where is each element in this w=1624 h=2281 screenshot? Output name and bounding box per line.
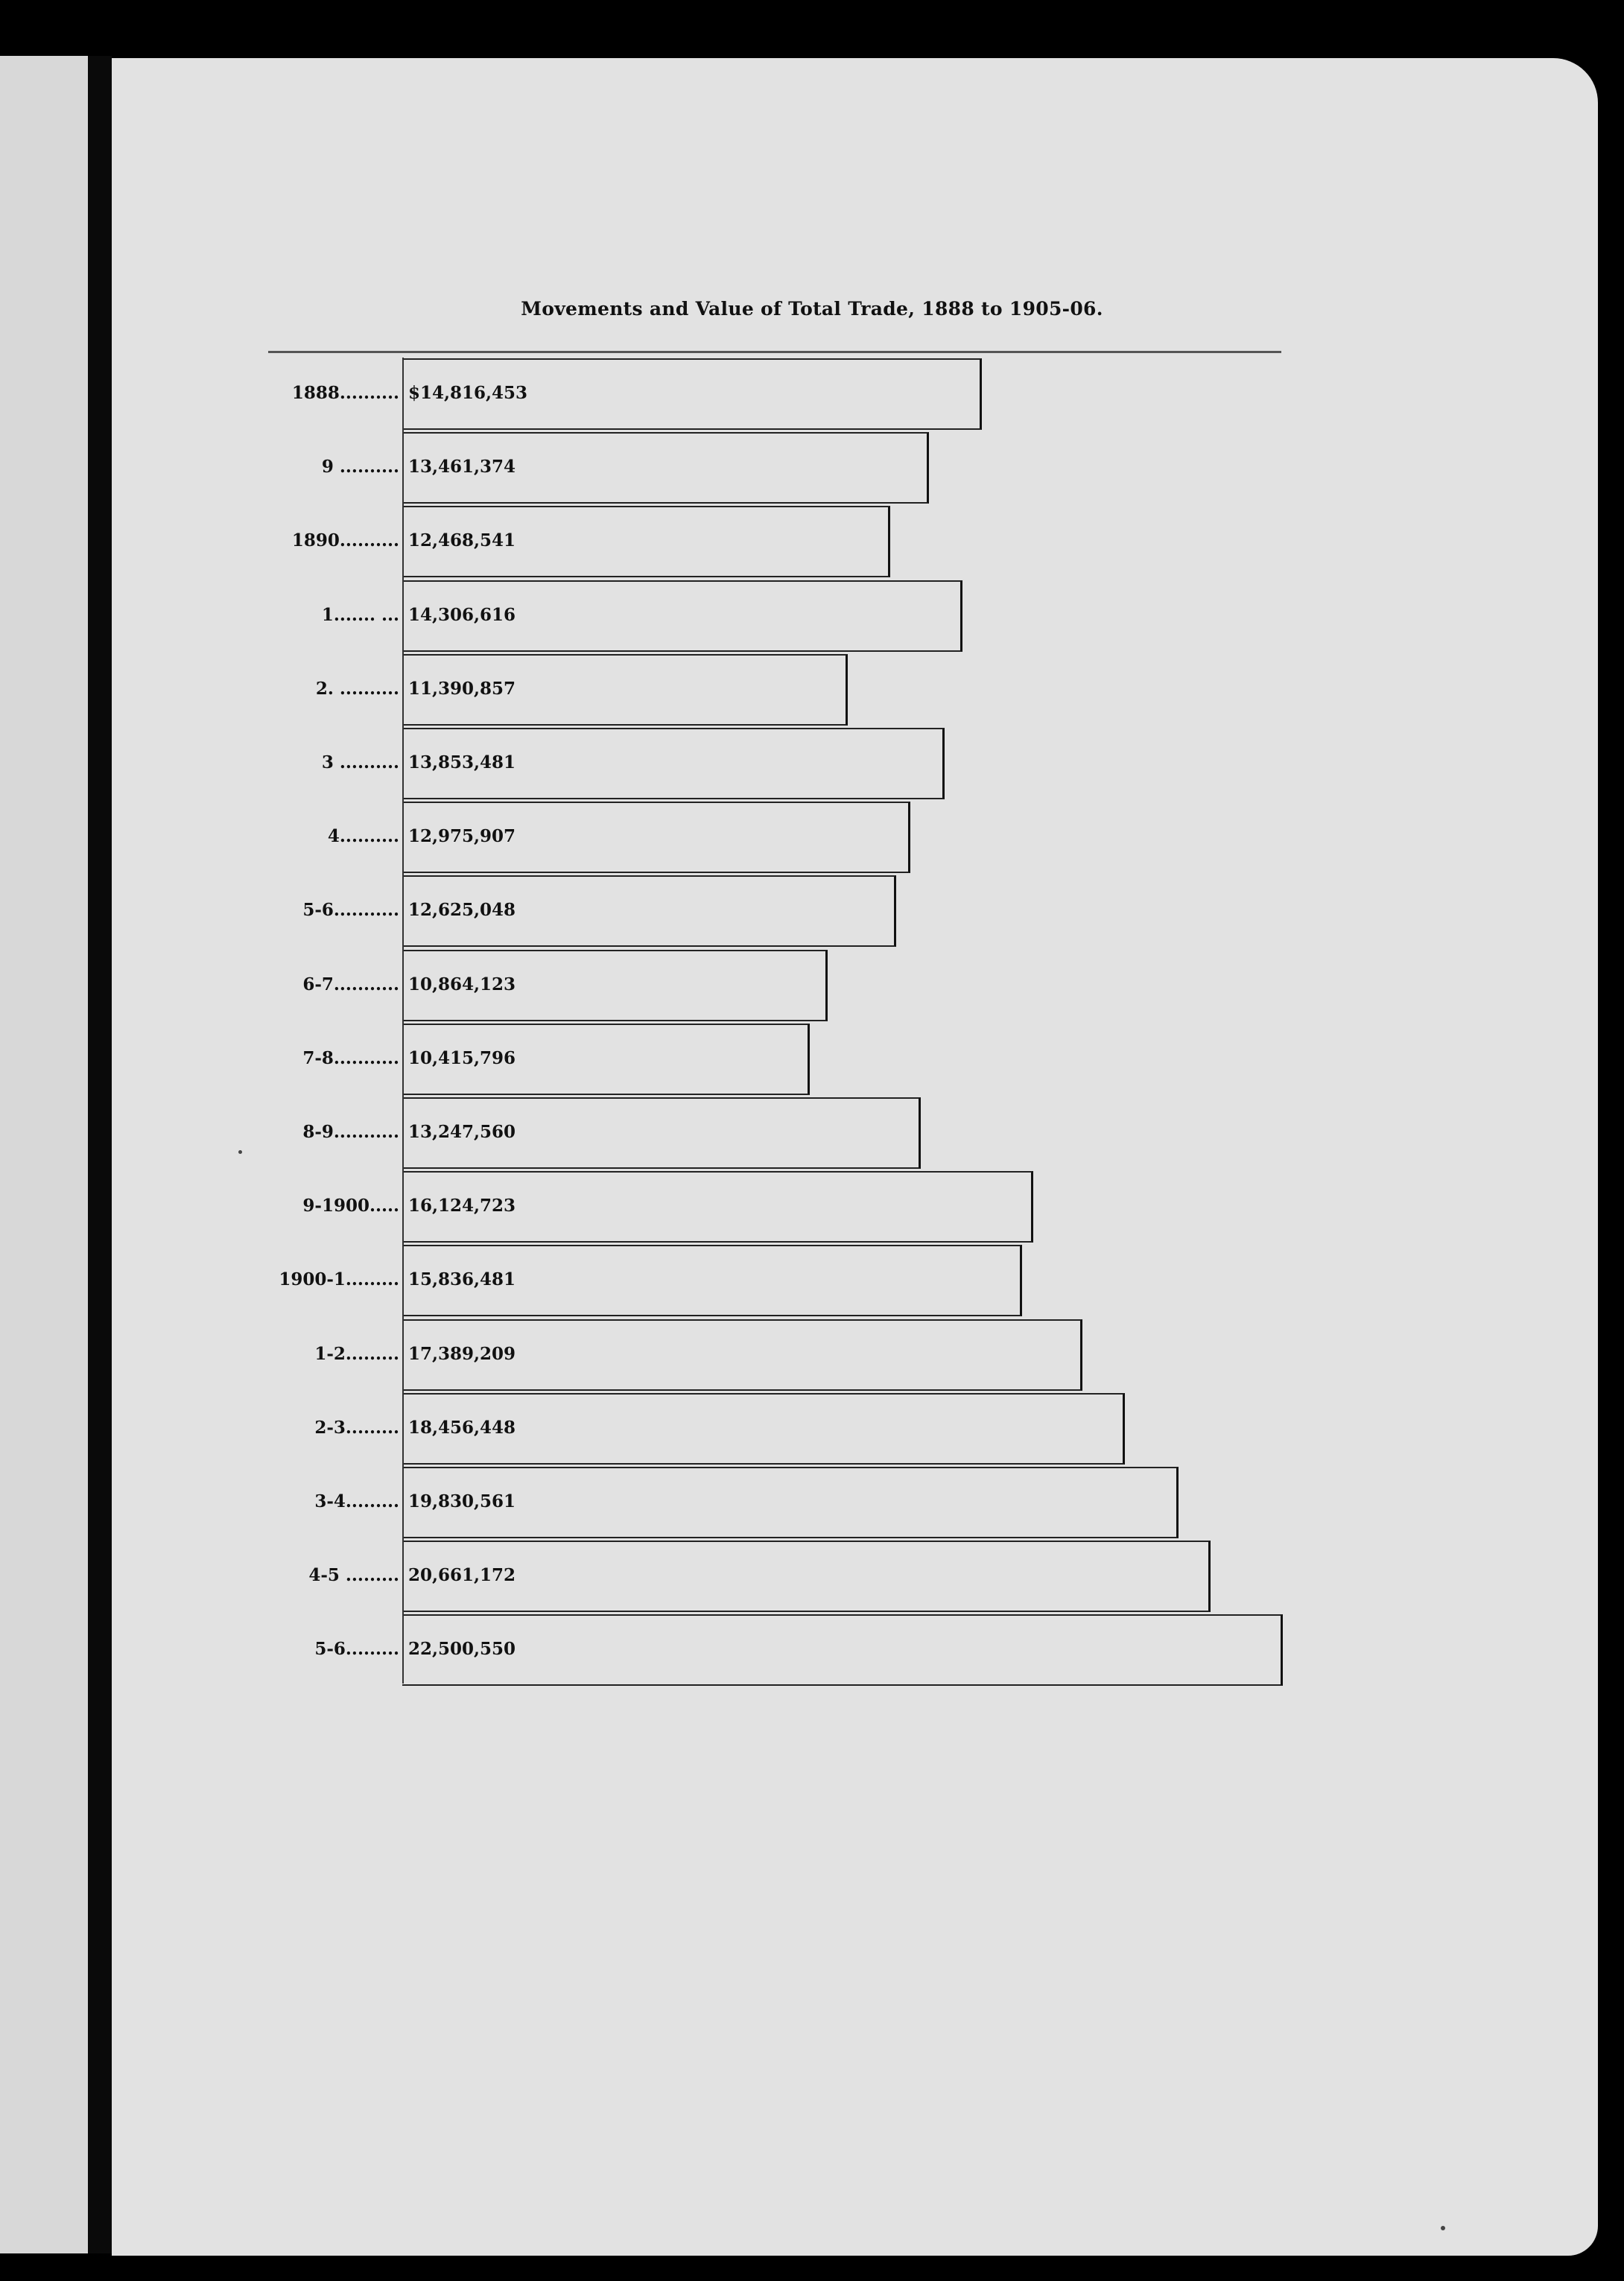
category-label: 1....... ... [321, 604, 399, 625]
chart-title: Movements and Value of Total Trade, 1888 to 1905-06. [521, 298, 1103, 320]
title-rule [268, 351, 1281, 353]
category-label: 1888.......... [291, 383, 399, 403]
value-label: 12,975,907 [408, 826, 516, 847]
category-label: 4.......... [327, 826, 399, 847]
category-label: 7-8........... [302, 1047, 399, 1068]
bar-17 [402, 1614, 1283, 1686]
value-label: 15,836,481 [408, 1269, 516, 1290]
category-label: 4-5 ......... [308, 1565, 399, 1586]
category-label: 8-9........... [302, 1122, 399, 1142]
category-label: 6-7........... [302, 974, 399, 994]
bar-15 [402, 1467, 1179, 1538]
category-label: 9 .......... [321, 457, 399, 478]
value-label: 16,124,723 [408, 1196, 516, 1216]
value-label: 10,415,796 [408, 1047, 516, 1068]
category-label: 3-4......... [314, 1491, 399, 1511]
category-label: 2. .......... [315, 678, 399, 699]
value-label: 13,247,560 [408, 1122, 516, 1142]
facing-page-edge [0, 56, 88, 2253]
category-label: 3 .......... [321, 752, 399, 773]
value-label: 13,853,481 [408, 752, 516, 773]
category-label: 2-3......... [314, 1417, 399, 1438]
value-label: 20,661,172 [408, 1565, 516, 1586]
scan-speck [238, 1150, 242, 1154]
value-label: 17,389,209 [408, 1343, 516, 1364]
category-label: 1-2......... [314, 1343, 399, 1364]
value-label: 11,390,857 [408, 678, 516, 699]
category-label: 1890.......... [291, 530, 399, 551]
value-label: 14,306,616 [408, 604, 516, 625]
bar-16 [402, 1541, 1211, 1612]
value-label: 19,830,561 [408, 1491, 516, 1511]
category-label: 5-6........... [302, 900, 399, 921]
scan-speck [1441, 2226, 1445, 2230]
category-label: 9-1900..... [302, 1196, 399, 1216]
value-label: 13,461,374 [408, 457, 516, 478]
value-label: 12,468,541 [408, 530, 516, 551]
value-label: 18,456,448 [408, 1417, 516, 1438]
book-binding [88, 56, 112, 2253]
category-label: 1900-1......... [279, 1269, 399, 1290]
category-label: 5-6......... [314, 1639, 399, 1660]
value-axis-line [402, 358, 404, 1684]
value-label: 12,625,048 [408, 900, 516, 921]
value-label: $14,816,453 [408, 383, 528, 403]
value-label: 22,500,550 [408, 1639, 516, 1660]
value-label: 10,864,123 [408, 974, 516, 994]
